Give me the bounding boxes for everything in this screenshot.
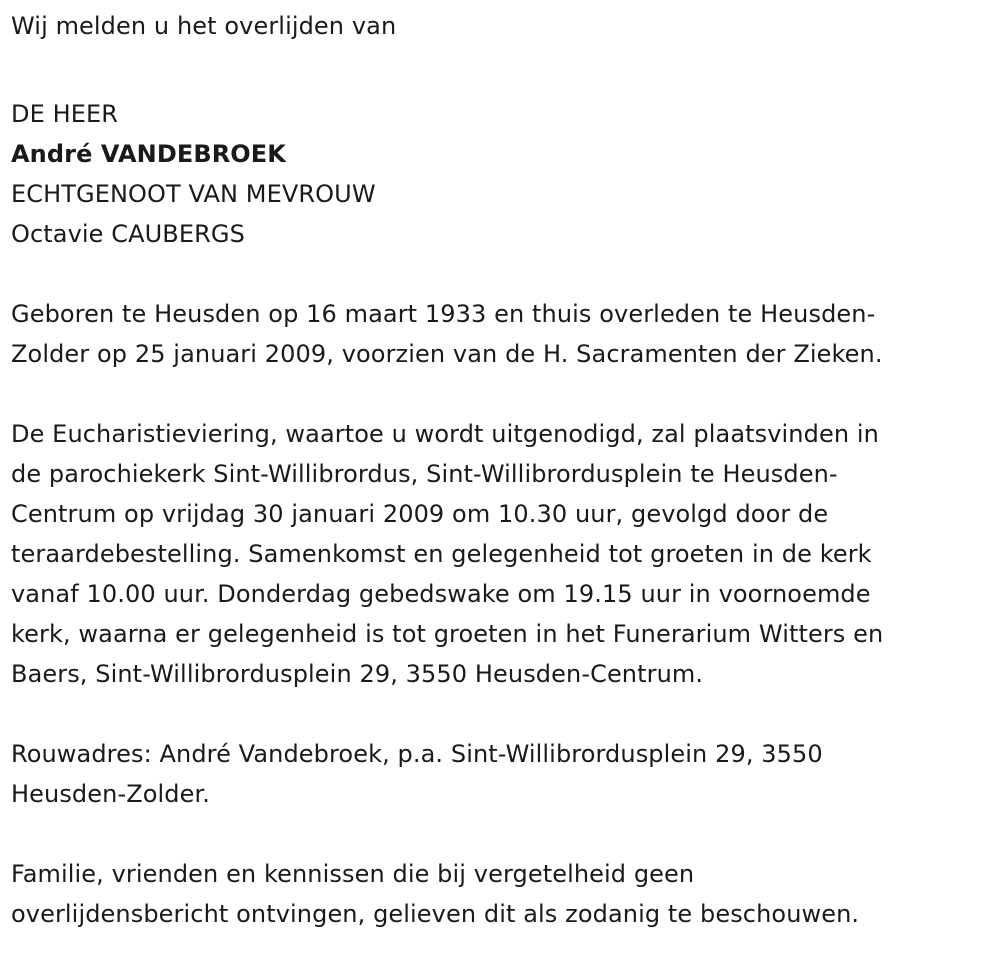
paragraph-line: Heusden-Zolder. xyxy=(11,780,210,808)
address-paragraph xyxy=(11,734,991,814)
closing-paragraph xyxy=(11,854,991,934)
paragraph-line: Rouwadres: André Vandebroek, p.a. Sint-Willibrordusplein 29, 3550 xyxy=(11,740,823,768)
paragraph-line: De Eucharistieviering, waartoe u wordt uitgenodigd, zal plaatsvinden in xyxy=(11,420,879,448)
paragraph-line: Baers, Sint-Willibrordusplein 29, 3550 Heusden-Centrum. xyxy=(11,660,704,688)
paragraph-line: Zolder op 25 januari 2009, voorzien van de H. Sacramenten der Zieken. xyxy=(11,340,883,368)
death-notice xyxy=(11,0,991,934)
paragraph-line: de parochiekerk Sint-Willibrordus, Sint-Willibrordusplein te Heusden- xyxy=(11,460,838,488)
paragraph-line: kerk, waarna er gelegenheid is tot groeten in het Funerarium Witters en xyxy=(11,620,884,648)
paragraph-line: overlijdensbericht ontvingen, gelieven dit als zodanig te beschouwen. xyxy=(11,900,860,928)
intro-text: Wij melden u het overlijden van xyxy=(11,12,397,40)
ceremony-paragraph xyxy=(11,414,991,694)
deceased-name: André VANDEBROEK xyxy=(11,140,286,168)
paragraph-line: vanaf 10.00 uur. Donderdag gebedswake om 19.15 uur in voornoemde xyxy=(11,580,871,608)
birth-death-paragraph xyxy=(11,294,991,374)
title-heer: DE HEER xyxy=(11,100,119,128)
paragraph-line: teraardebestelling. Samenkomst en gelegenheid tot groeten in de kerk xyxy=(11,540,872,568)
paragraph-line: Centrum op vrijdag 30 januari 2009 om 10.30 uur, gevolgd door de xyxy=(11,500,829,528)
paragraph-line: Geboren te Heusden op 16 maart 1933 en thuis overleden te Heusden- xyxy=(11,300,876,328)
spouse-title: ECHTGENOOT VAN MEVROUW xyxy=(11,180,376,208)
spouse-name: Octavie CAUBERGS xyxy=(11,220,245,248)
paragraph-line: Familie, vrienden en kennissen die bij vergetelheid geen xyxy=(11,860,695,888)
